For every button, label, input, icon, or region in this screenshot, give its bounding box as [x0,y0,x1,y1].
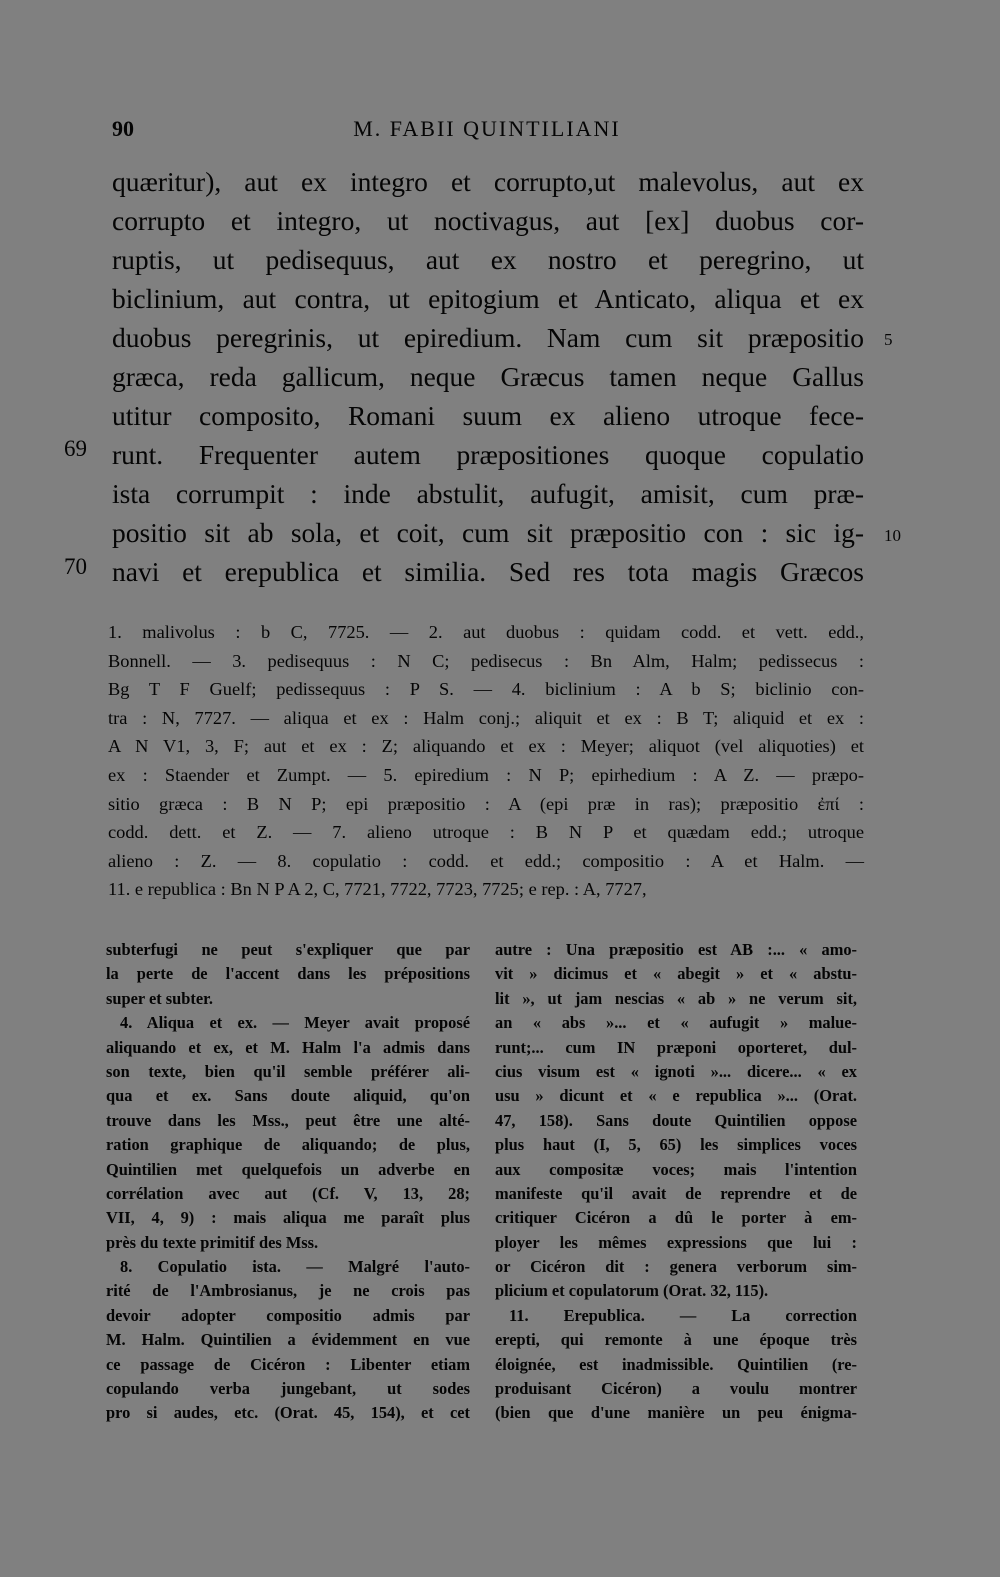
note-line: erepti, qui remonte à une époque très [495,1330,857,1350]
note-line: 11. Erepublica. — La correction [509,1305,857,1325]
note-line: ployer les mêmes expressions que lui : [495,1232,857,1252]
main-latin-text [112,162,864,591]
note-line: aux compositæ voces; mais l'intention [495,1159,857,1179]
note-line: manifeste qu'il avait de reprendre et de [495,1183,857,1203]
note-line: autre : Una præpositio est AB :... « amo- [495,940,857,959]
note-line: cius visum est « ignoti »... dicere... « ex [495,1061,857,1081]
text-line: utitur composito, Romani suum ex alieno utroque fece- [112,400,864,431]
page-header [112,116,862,148]
note-line: 8. Copulatio ista. — Malgré l'auto- [120,1257,470,1277]
note-line: an « abs »... et « aufugit » malue- [495,1013,857,1033]
note-line: 47, 158). Sans doute Quintilien oppose [495,1110,857,1130]
note-line: ce passage de Cicéron : Libenter etiam [106,1354,470,1374]
note-line: or Cicéron dit : genera verborum sim- [495,1257,857,1277]
apparatus-line: sitio græca : B N P; epi præpositio : A (epi præ in ras); præpositio ἐπί : [108,793,864,814]
text-line: runt. Frequenter autem præpositiones quoque copulatio [112,439,864,470]
note-line: son texte, bien qu'il semble préférer ali- [106,1061,470,1081]
note-line: ration graphique de aliquando; de plus, [106,1135,470,1155]
note-line: lit », ut jam nescias « ab » ne verum sit, [495,988,857,1008]
text-line: navi et erepublica et similia. Sed res tota magis Græcos [112,556,864,587]
apparatus-line: 1. malivolus : b C, 7725. — 2. aut duobus : quidam codd. et vett. edd., [108,622,864,642]
note-line: 4. Aliqua et ex. — Meyer avait proposé [120,1013,470,1033]
apparatus-line: 11. e republica : Bn N P A 2, C, 7721, 7722, 7723, 7725; e rep. : A, 7727, [108,879,647,900]
note-line: devoir adopter compositio admis par [106,1305,470,1325]
note-line: Quintilien met quelquefois un adverbe en [106,1159,470,1179]
note-line: pro si audes, etc. (Orat. 45, 154), et cet [106,1403,470,1423]
note-line: la perte de l'accent dans les prépositions [106,964,470,984]
apparatus-line: ex : Staender et Zumpt. — 5. epiredium : N P; epirhedium : A Z. — præpo- [108,764,864,785]
text-line: ruptis, ut pedisequus, aut ex nostro et peregrino, ut [112,244,864,275]
section-number-69: 69 [64,436,87,461]
text-line: positio sit ab sola, et coit, cum sit præpositio con : sic ig- [112,517,864,548]
running-title: M. FABII QUINTILIANI [353,116,621,141]
note-line: produisant Cicéron) a voulu montrer [495,1379,857,1399]
section-number-70: 70 [64,554,87,579]
note-line: copulando verba jungebant, ut sodes [106,1379,470,1399]
critical-apparatus [108,618,864,904]
note-line: critiquer Cicéron a dû le porter à em- [495,1208,857,1228]
apparatus-line: Bg T F Guelf; pedissequus : P S. — 4. biclinium : A b S; biclinio con- [108,679,864,700]
apparatus-line: Bonnell. — 3. pedisequus : N C; pedisecus : Bn Alm, Halm; pedissecus : [108,650,864,671]
line-number-10: 10 [884,526,901,545]
text-line: duobus peregrinis, ut epiredium. Nam cum sit præpositio [112,322,864,353]
note-line: près du texte primitif des Mss. [106,1232,319,1252]
note-line: trouve dans les Mss., peut être une alté- [106,1110,470,1130]
notes-left-column [106,938,470,1426]
note-line: aliquando et ex, et M. Halm l'a admis dans [106,1037,470,1057]
text-line: corrupto et integro, ut noctivagus, aut [ex] duobus cor- [112,205,864,236]
apparatus-line: codd. dett. et Z. — 7. alieno utroque : B N P et quædam edd.; utroque [108,822,864,843]
note-line: qua et ex. Sans doute aliquid, qu'on [106,1086,470,1106]
note-line: plus haut (I, 5, 65) les simplices voces [495,1135,857,1155]
text-line: quæritur), aut ex integro et corrupto,ut malevolus, aut ex [112,166,864,197]
note-line: plicium et copulatorum (Orat. 32, 115). [495,1281,769,1301]
note-line: usu » dicunt et « e republica »... (Orat. [495,1086,857,1106]
page-number: 90 [112,116,134,141]
note-line: runt;... cum IN præponi oporteret, dul- [495,1037,857,1057]
text-line: ista corrumpit : inde abstulit, aufugit, amisit, cum præ- [112,478,864,509]
apparatus-line: tra : N, 7727. — aliqua et ex : Halm conj.; aliquit et ex : B T; aliquid et ex : [108,707,864,728]
note-line: M. Halm. Quintilien a évidemment en vue [106,1330,470,1350]
note-line: (bien que d'une manière un peu énigma- [495,1403,857,1423]
note-line: corrélation avec aut (Cf. V, 13, 28; [106,1183,470,1203]
note-line: super et subter. [106,988,214,1008]
line-number-5: 5 [884,330,893,349]
note-line: rité de l'Ambrosianus, je ne crois pas [106,1281,470,1301]
apparatus-line: alieno : Z. — 8. copulatio : codd. et edd.; compositio : A et Halm. — [108,850,864,871]
text-line: græca, reda gallicum, neque Græcus tamen neque Gallus [112,361,864,392]
note-line: vit » dicimus et « abegit » et « abstu- [495,964,857,984]
note-line: éloignée, est inadmissible. Quintilien (re- [495,1354,857,1374]
notes-right-column [495,938,857,1426]
note-line: subterfugi ne peut s'expliquer que par [106,940,470,959]
text-line: biclinium, aut contra, ut epitogium et Anticato, aliqua et ex [112,283,864,314]
apparatus-line: A N V1, 3, F; aut et ex : Z; aliquando et ex : Meyer; aliquot (vel aliquoties) et [108,736,864,757]
note-line: VII, 4, 9) : mais aliqua me paraît plus [106,1208,470,1228]
